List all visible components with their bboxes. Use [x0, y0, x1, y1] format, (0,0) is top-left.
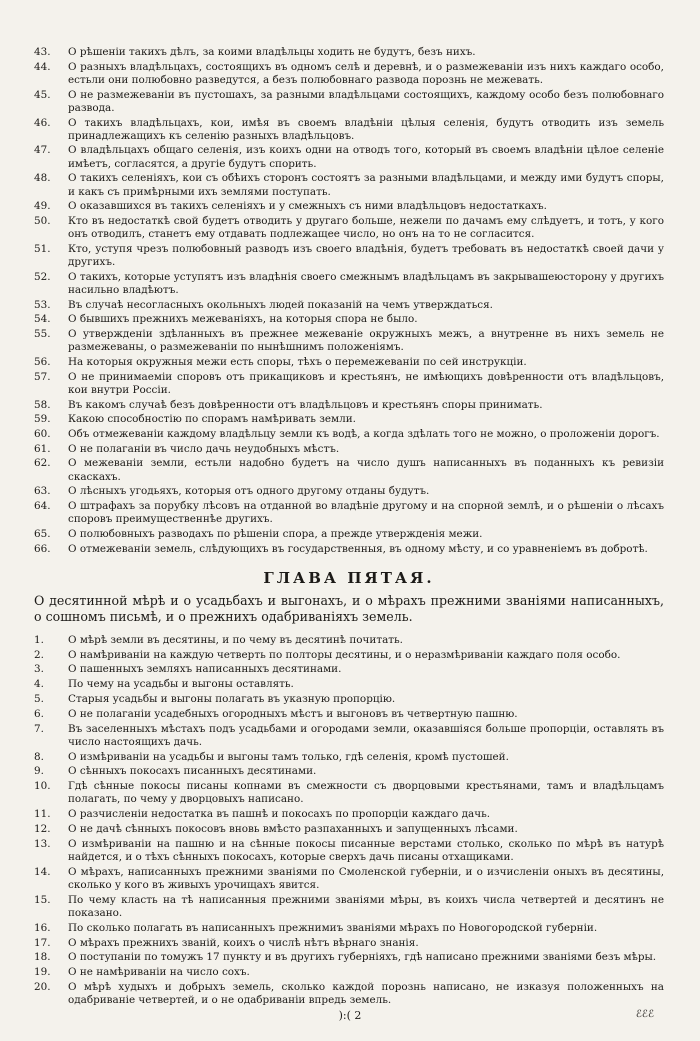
item-number: 15.	[34, 893, 51, 906]
list-item	[34, 649, 664, 662]
item-text: Въ случаѣ несогласныхъ окольныхъ людей показанiй на чемъ утверждаться.	[68, 298, 493, 311]
list-item	[34, 543, 664, 556]
item-number: 43.	[34, 46, 51, 58]
item-number: 66.	[34, 542, 51, 555]
item-text: О рѣшенiи такихъ дѣлъ, за коими владѣльцы ходить не будутъ, безъ нихъ.	[68, 46, 476, 58]
list-item	[34, 271, 664, 297]
list-item	[34, 299, 664, 312]
item-text: Въ заселенныхъ мѣстахъ подъ усадьбами и огородами земли, оказавшiяся больше пропорцiи, оставлять въ число настоящихъ дачь.	[68, 722, 664, 748]
list-item	[34, 708, 664, 721]
item-text: О лѣсныхъ угодьяхъ, которыя отъ одного другому отданы будутъ.	[68, 485, 430, 498]
item-number: 49.	[34, 200, 51, 213]
list-item	[34, 200, 664, 213]
list-item	[34, 528, 664, 541]
list-item	[34, 780, 664, 806]
signature-mark: ℰℰℰ	[635, 1009, 654, 1020]
list-item	[34, 922, 664, 935]
item-text: О измѣриванiи на пашню и на сѣнные покосы писанные верстами столько, сколько по мѣрѣ въ натурѣ найдется, и о тѣхъ сѣнныхъ покосахъ, которые сверхъ дачь писаны отхащиками.	[68, 837, 664, 863]
item-text: О не полаганiи усадебныхъ огородныхъ мѣстъ и выгоновъ въ четвертную пашню.	[68, 707, 518, 720]
list-item	[34, 634, 664, 647]
item-number: 10.	[34, 780, 51, 793]
item-text: Гдѣ сѣнные покосы писаны копнами въ смежности съ дворцовыми крестьянами, тамъ и владѣльцамъ полагать, по чему у дворцовыхъ написано.	[68, 780, 664, 806]
list-item	[34, 356, 664, 369]
item-text: О штрафахъ за порубку лѣсовъ на отданной во владѣнiе другому и на спорной землѣ, и о рѣшенiи о лѣсахъ споровъ преимущественнѣе другихъ.	[68, 500, 664, 526]
item-text: Какою способностiю по спорамъ намѣривать земли.	[68, 413, 356, 426]
item-text: О межеванiи земли, естьли надобно будетъ на число душъ написанныхъ въ поданныхъ къ ревизiи скаскахъ.	[68, 457, 664, 483]
list-item	[34, 866, 664, 892]
item-number: 44.	[34, 60, 51, 73]
item-text: О разчисленiи недостатка въ пашнѣ и покосахъ по пропорцiи каждаго дачь.	[68, 808, 491, 821]
item-number: 48.	[34, 172, 51, 185]
list-item	[34, 951, 664, 964]
list-item	[34, 172, 664, 198]
item-number: 57.	[34, 370, 51, 383]
list-item	[34, 751, 664, 764]
list-item	[34, 966, 664, 979]
list-item	[34, 937, 664, 950]
list-item	[34, 808, 664, 821]
list-item	[34, 117, 664, 143]
item-number: 56.	[34, 355, 51, 368]
item-number: 65.	[34, 527, 51, 540]
item-number: 62.	[34, 457, 51, 470]
item-number: 53.	[34, 298, 51, 311]
item-number: 14.	[34, 865, 51, 878]
item-number: 6.	[34, 707, 44, 720]
list-item	[34, 399, 664, 412]
item-number: 18.	[34, 951, 51, 964]
list-item	[34, 678, 664, 691]
item-number: 9.	[34, 765, 44, 778]
item-text: Объ отмежеванiи каждому владѣльцу земли къ водѣ, а когда здѣлать того не можно, о проложенiи дорогъ.	[68, 427, 660, 440]
item-text: О такихъ, которые уступятъ изъ владѣнiя своего смежнымъ владѣльцамъ въ закрывашеюсторону у другихъ насильно владѣютъ.	[68, 270, 664, 296]
list-item	[34, 838, 664, 864]
item-number: 45.	[34, 88, 51, 101]
item-number: 13.	[34, 837, 51, 850]
item-text: О полюбовныхъ разводахъ по рѣшенiи спора, а прежде утвержденiя межи.	[68, 527, 483, 540]
item-text: О мѣрахъ, написанныхъ прежними званiями по Смоленской губернiи, и о изчисленiи оныхъ въ десятины, сколько у кого въ живыхъ урочищахъ явится.	[68, 865, 664, 891]
item-number: 47.	[34, 144, 51, 157]
item-text: Кто, уступя чрезъ полюбовный разводъ изъ своего владѣнiя, будетъ требовать въ недостаткѣ своей дачи у другихъ.	[68, 242, 664, 269]
item-text: По чему класть на тѣ написанныя прежними званiями мѣры, въ коихъ числа четвертей и десятинъ не показано.	[68, 893, 664, 919]
chapter-subtitle: О десятинной мѣрѣ и о усадьбахъ и выгонахъ, и о мѣрахъ прежними званiями написанныхъ, о сошномъ письмѣ, и о прежнихъ одабриванiяхъ земель.	[34, 592, 664, 624]
item-number: 5.	[34, 693, 44, 705]
item-number: 51.	[34, 242, 51, 255]
item-text: О сѣнныхъ покосахъ писанныхъ десятинами.	[68, 765, 317, 778]
item-number: 11.	[34, 808, 51, 821]
list-item	[34, 215, 664, 241]
item-text: О не дачѣ сѣнныхъ покосовъ вновь вмѣсто разпаханныхъ и запущенныхъ лѣсами.	[68, 822, 518, 835]
item-number: 12.	[34, 822, 51, 835]
item-number: 20.	[34, 980, 51, 993]
item-text: О разныхъ владѣльцахъ, состоящихъ въ одномъ селѣ и деревнѣ, и о размежеванiи изъ нихъ каждаго особо, естьли они полюбовно разведутся, а безъ полюбовнаго развода порознь не межевать.	[68, 60, 664, 86]
item-number: 8.	[34, 750, 44, 763]
list-item	[34, 457, 664, 483]
item-text: О такихъ владѣльцахъ, кои, имѣя въ своемъ владѣнiи цѣлыя селенiя, будутъ отводить изъ земель принадлежащихъ къ селенiю разныхъ владѣльцовъ.	[68, 116, 664, 142]
list-item	[34, 500, 664, 526]
item-number: 61.	[34, 442, 51, 455]
list-item	[34, 723, 664, 749]
list-item	[34, 894, 664, 920]
item-number: 3.	[34, 663, 44, 676]
item-number: 2.	[34, 648, 44, 661]
item-text: По чему на усадьбы и выгоны оставлять.	[68, 678, 294, 691]
list-item	[34, 61, 664, 87]
item-number: 1.	[34, 633, 44, 646]
list-item	[34, 89, 664, 115]
item-text: Кто въ недостаткѣ свой будетъ отводить у другаго больше, нежели по дачамъ ему слѣдуетъ, и тотъ, у кого онъ отводилъ, станетъ ему отдавать подлежащее число, но онъ на то не согласится.	[68, 214, 664, 241]
list-item	[34, 443, 664, 456]
item-text: По сколько полагать въ написанныхъ прежнимиъ званiями мѣрахъ по Новогородской губернiи.	[68, 921, 598, 934]
list-item	[34, 328, 664, 354]
page-number: ):( 2	[338, 1009, 362, 1022]
item-text: О мѣрахъ прежнихъ званiй, коихъ о числѣ нѣтъ вѣрнаго знанiя.	[68, 936, 419, 949]
item-text: О владѣльцахъ общаго селенiя, изъ коихъ одни на отводъ того, который въ своемъ владѣнiи цѣлое селенiе имѣетъ, согласятся, а другiе будутъ спорить.	[68, 144, 664, 170]
item-number: 60.	[34, 427, 51, 440]
list-item	[34, 313, 664, 326]
item-number: 55.	[34, 328, 51, 341]
item-text: О пашенныхъ земляхъ написанныхъ десятинами.	[68, 663, 342, 676]
list-item	[34, 765, 664, 778]
item-text: Въ какомъ случаѣ безъ довѣренности отъ владѣльцовъ и крестьянъ споры принимать.	[68, 398, 543, 411]
item-text: На которыя окружныя межи есть споры, тѣхъ о перемежеванiи по сей инструкцiи.	[68, 355, 527, 368]
item-number: 16.	[34, 921, 51, 934]
item-text: О не полаганiи въ число дачь неудобныхъ мѣстъ.	[68, 442, 340, 455]
item-text: О не принимаемiи споровъ отъ прикащиковъ и крестьянъ, не имѣющихъ довѣренности отъ владѣльцовъ, кои внутри Россiи.	[68, 370, 664, 396]
item-text: О не размежеванiи въ пустошахъ, за разными владѣльцами состоящихъ, каждому особо безъ полюбовнаго развода.	[68, 88, 664, 114]
item-text: О утвержденiи здѣланныхъ въ прежнее межеванiе окружныхъ межъ, а внутренне въ нихъ земель не размежеваны, о размежеванiи по нынѣшнимъ положенiямъ.	[68, 328, 664, 354]
article-list-chapter-four	[34, 46, 664, 556]
chapter-title: ГЛАВА ПЯТАЯ.	[263, 568, 435, 587]
item-text: О поступанiи по томужъ 17 пункту и въ другихъ губернiяхъ, гдѣ написано прежними званiями безъ мѣры.	[68, 951, 657, 964]
item-number: 50.	[34, 214, 51, 227]
list-item	[34, 663, 664, 676]
list-item	[34, 485, 664, 498]
list-item	[34, 823, 664, 836]
item-text: О мѣрѣ земли въ десятины, и по чему въ десятинѣ почитать.	[68, 633, 403, 646]
item-text: Старыя усадьбы и выгоны полагать въ указную пропорцiю.	[68, 693, 396, 705]
item-text: О намѣриванiи на каждую четверть по полторы десятины, и о неразмѣриванiи каждаго поля особо.	[68, 648, 621, 661]
item-number: 17.	[34, 936, 51, 949]
item-number: 7.	[34, 722, 44, 735]
item-number: 59.	[34, 413, 51, 426]
item-text: О отмежеванiи земель, слѣдующихъ въ государственныя, въ одному мѣсту, и со уравненiемъ въ добротѣ.	[68, 542, 648, 555]
item-number: 63.	[34, 485, 51, 498]
list-item	[34, 371, 664, 397]
item-number: 64.	[34, 500, 51, 512]
item-number: 4.	[34, 678, 44, 691]
list-item	[34, 46, 664, 59]
list-item	[34, 693, 664, 706]
item-text: О оказавшихся въ такихъ селенiяхъ и у смежныхъ съ ними владѣльцовъ недостаткахъ.	[68, 200, 547, 213]
item-number: 52.	[34, 270, 51, 283]
item-text: О измѣриванiи на усадьбы и выгоны тамъ только, гдѣ селенiя, кромѣ пустошей.	[68, 750, 509, 763]
article-list-chapter-five	[34, 634, 664, 1008]
item-number: 46.	[34, 116, 51, 129]
list-item	[34, 981, 664, 1007]
list-item	[34, 144, 664, 170]
item-text: О такихъ селенiяхъ, кои съ обѣихъ сторонъ состоятъ за разными владѣльцами, и между ими будутъ споры, и какъ съ примѣрными ихъ землями поступать.	[68, 172, 664, 198]
item-number: 19.	[34, 966, 51, 979]
item-number: 54.	[34, 313, 51, 326]
item-text: О мѣрѣ худыхъ и добрыхъ земель, сколько каждой порознь написано, не изказуя положенныхъ на одабриванiе четвертей, и о не одабриванiи впредь земель.	[68, 980, 664, 1007]
item-text: О не намѣриванiи на число сохъ.	[68, 966, 250, 979]
list-item	[34, 413, 664, 426]
list-item	[34, 243, 664, 269]
item-number: 58.	[34, 398, 51, 411]
list-item	[34, 428, 664, 441]
item-text: О бывшихъ прежнихъ межеванiяхъ, на которыя спора не было.	[68, 313, 418, 326]
